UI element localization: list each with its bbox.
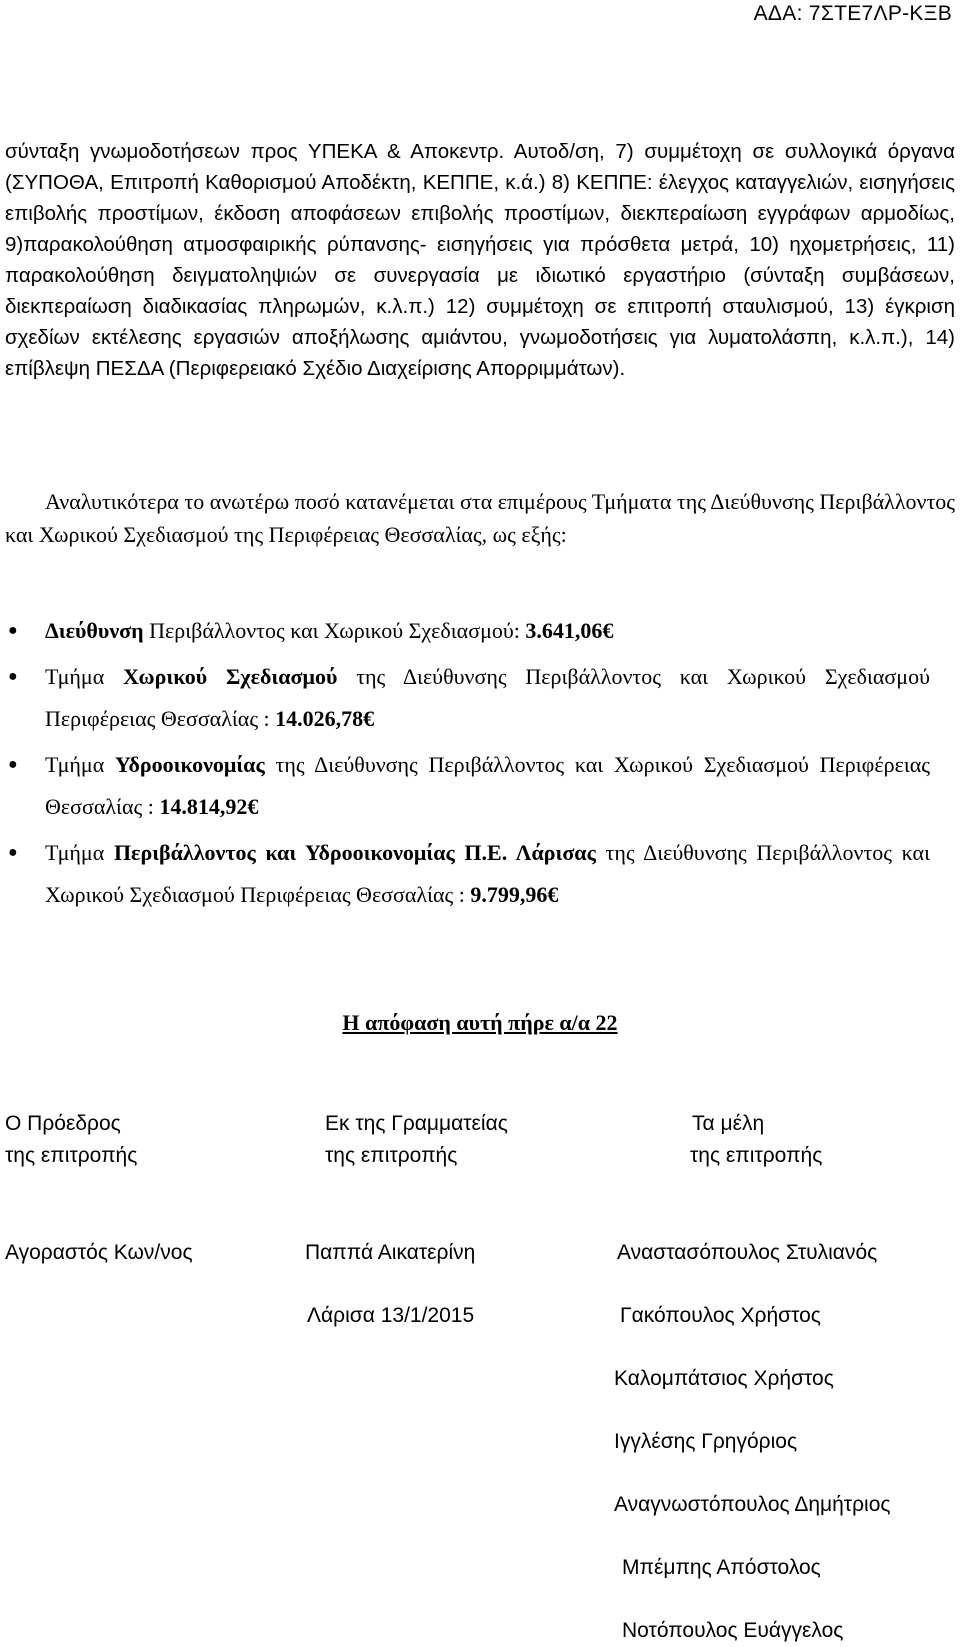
item-amount: 14.026,78€ <box>275 706 375 731</box>
allocation-item <box>0 610 930 652</box>
bullet-icon: ● <box>8 668 18 685</box>
chair-name: Αγοραστός Κων/νος <box>5 1241 193 1264</box>
member-name: Αναστασόπουλος Στυλιανός <box>617 1241 878 1264</box>
members-title <box>690 1108 822 1172</box>
members-title-line1: Τα μέλη <box>692 1112 765 1135</box>
item-bold: Υδροοικονομίας <box>115 752 265 777</box>
decision-number: Η απόφαση αυτή πήρε α/α 22 <box>342 1010 618 1035</box>
item-bold: Περιβάλλοντος και Υδροοικονομίας Π.Ε. Λάρισας <box>113 840 596 865</box>
member-name: Αναγνωστόπουλος Δημήτριος <box>614 1493 891 1516</box>
bullet-icon: ● <box>8 756 18 773</box>
item-prefix: Τμήμα <box>45 664 124 689</box>
secretariat-title <box>325 1108 508 1172</box>
bullet-icon: ● <box>8 844 18 861</box>
item-amount: 9.799,96€ <box>470 882 559 907</box>
member-name: Νοτόπουλος Ευάγγελος <box>622 1619 844 1642</box>
chair-title-line1: Ο Πρόεδρος <box>5 1112 121 1135</box>
secretariat-title-line2: της επιτροπής <box>325 1144 458 1167</box>
members-title-line2: της επιτροπής <box>690 1144 823 1167</box>
item-prefix: Τμήμα <box>45 840 114 865</box>
allocation-paragraph: Αναλυτικότερα το ανωτέρω ποσό κατανέμεται στα επιμέρους Τμήματα της Διεύθυνσης Περιβάλλοντος και Χωρικού Σχεδιασμού της Περιφέρειας Θεσσαλίας, ως εξής: <box>5 489 955 547</box>
intro-paragraph: σύνταξη γνωμοδοτήσεων προς ΥΠΕΚΑ & Αποκεντρ. Αυτοδ/ση, 7) συμμέτοχη σε συλλογικά όργανα (ΣΥΠΟΘΑ, Επιτροπή Καθορισμού Αποδέκτη, ΚΕΠΠΕ, κ.ά.) 8) ΚΕΠΠΕ: έλεγχος καταγγελιών, εισηγήσεις επιβολής προστίμων, έκδοση αποφάσεων επιβολής προστίμων, διεκπεραίωση εγγράφων αρμοδίως, 9)παρακολούθηση ατμοσφαιρικής ρύπανσης- εισηγήσεις για πρόσθετα μετρά, 10) ηχομετρήσεις, 11) παρακολούθηση δειγματοληψιών σε συνεργασία με ιδιωτικό εργαστήριο (σύνταξη συμβάσεων, διεκπεραίωση διαδικασίας πληρωμών, κ.λ.π.) 12) συμμέτοχη σε επιτροπή σταυλισμού, 13) έγκριση σχεδίων εκτέλεσης εργασιών αποξήλωσης αμιάντου, γνωμοδοτήσεις για λυματολάσπη, κ.λ.π.), 14) επίβλεψη ΠΕΣΔΑ (Περιφερειακό Σχέδιο Διαχείρισης Απορριμμάτων). <box>5 140 955 380</box>
secretary-name: Παππά Αικατερίνη <box>305 1241 476 1264</box>
secretariat-title-line1: Εκ της Γραμματείας <box>325 1112 508 1135</box>
item-text: της Διεύθυνσης Περιβάλλοντος και Χωρικού Σχεδιασμού Περιφέρειας Θεσσαλίας : <box>45 752 930 819</box>
item-text: της Διεύθυνσης Περιβάλλοντος και Χωρικού Σχεδιασμού Περιφέρειας Θεσσαλίας : <box>45 664 930 731</box>
allocation-list <box>0 610 930 920</box>
item-text: της Διεύθυνσης Περιβάλλοντος και Χωρικού Σχεδιασμού Περιφέρειας Θεσσαλίας : <box>45 840 930 907</box>
member-name: Γακόπουλος Χρήστος <box>620 1304 821 1327</box>
place-date: Λάρισα 13/1/2015 <box>307 1304 475 1327</box>
item-bold: Διεύθυνση <box>45 618 144 643</box>
chair-title <box>5 1108 137 1172</box>
item-amount: 14.814,92€ <box>159 794 259 819</box>
member-name: Ιγγλέσης Γρηγόριος <box>614 1430 798 1453</box>
allocation-item <box>0 832 930 916</box>
item-prefix: Τμήμα <box>45 752 115 777</box>
item-text: Περιβάλλοντος και Χωρικού Σχεδιασμού: <box>143 618 526 643</box>
allocation-item <box>0 656 930 740</box>
item-bold: Χωρικού Σχεδιασμού <box>123 664 338 689</box>
ada-code: ΑΔΑ: 7ΣΤΕ7ΛΡ-ΚΞΒ <box>753 2 952 25</box>
chair-title-line2: της επιτροπής <box>5 1144 138 1167</box>
member-name: Μπέμπης Απόστολος <box>622 1556 821 1579</box>
member-name: Καλομπάτσιος Χρήστος <box>614 1367 834 1390</box>
item-amount: 3.641,06€ <box>525 618 614 643</box>
bullet-icon: ● <box>8 622 18 639</box>
allocation-item <box>0 744 930 828</box>
